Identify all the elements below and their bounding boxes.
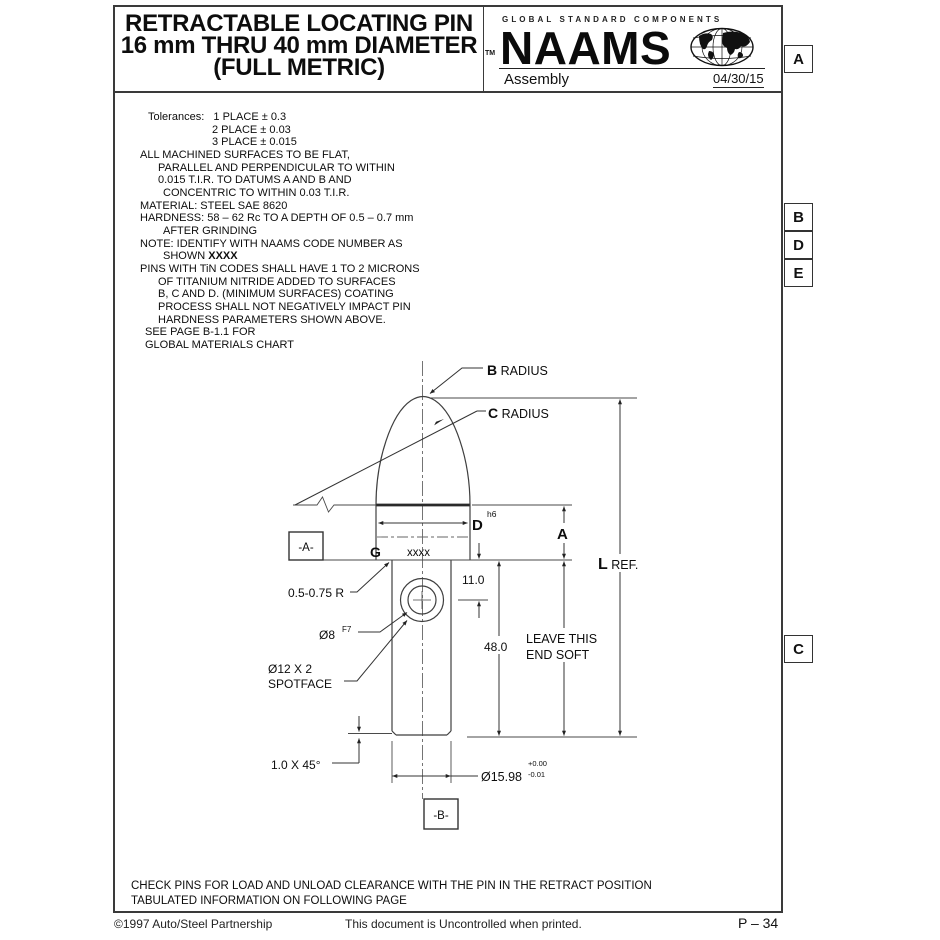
note-line: 3 PLACE ± 0.015 xyxy=(212,136,297,149)
note-line: CONCENTRIC TO WITHIN 0.03 T.I.R. xyxy=(163,186,350,199)
pin-nose-profile xyxy=(376,397,470,506)
zone-tab-d: D xyxy=(784,231,813,259)
trademark-symbol: TM xyxy=(485,50,496,57)
note-line: OF TITANIUM NITRIDE ADDED TO SURFACES xyxy=(158,275,396,288)
soft-note-line-2: END SOFT xyxy=(526,648,590,662)
note-line: HARDNESS: 58 – 62 Rc TO A DEPTH OF 0.5 – 0.7 mm xyxy=(140,212,414,225)
dimension-lines xyxy=(359,400,620,777)
uncontrolled-note: This document is Uncontrolled when printed. xyxy=(345,917,582,931)
note-line: ALL MACHINED SURFACES TO BE FLAT, xyxy=(140,148,350,161)
c-radius-leader xyxy=(295,411,477,505)
note-line: GLOBAL MATERIALS CHART xyxy=(145,338,294,351)
d-dia-label: D xyxy=(472,517,483,534)
check-note-line-2: TABULATED INFORMATION ON FOLLOWING PAGE xyxy=(131,895,407,907)
l-ref-label: L REF. xyxy=(598,556,639,573)
note-line: PINS WITH TiN CODES SHALL HAVE 1 TO 2 MICRONS xyxy=(140,262,420,275)
note-line: AFTER GRINDING xyxy=(163,224,258,237)
title-line-3: (FULL METRIC) xyxy=(213,54,385,81)
note-line: PROCESS SHALL NOT NEGATIVELY IMPACT PIN xyxy=(158,300,411,313)
zone-tab-b: B xyxy=(784,203,813,231)
note-line: SEE PAGE B-1.1 FOR xyxy=(145,326,256,339)
brand-tagline: GLOBAL STANDARD COMPONENTS xyxy=(502,15,723,24)
spotface-label-line-1: Ø12 X 2 xyxy=(268,662,313,676)
note-line: 0.015 T.I.R. TO DATUMS A AND B AND xyxy=(158,174,352,187)
b-radius-label: B RADIUS xyxy=(487,362,548,378)
note-line: SHOWN XXXX xyxy=(163,250,238,263)
datum-b-label: -B- xyxy=(433,810,449,822)
leader-lines xyxy=(295,368,486,763)
title-line-2: 16 mm THRU 40 mm DIAMETER xyxy=(120,32,478,59)
datum-a-label: -A- xyxy=(298,542,314,554)
g-label: G xyxy=(370,544,381,560)
note-line: PARALLEL AND PERPENDICULAR TO WITHIN xyxy=(158,161,395,174)
revision-date: 04/30/15 xyxy=(713,71,764,86)
hole-fit-label: F7 xyxy=(342,625,352,634)
fillet-leader xyxy=(350,563,389,593)
copyright: ©1997 Auto/Steel Partnership xyxy=(114,917,273,931)
note-line: 2 PLACE ± 0.03 xyxy=(212,123,291,136)
d-tolerance-label: h6 xyxy=(487,509,497,519)
zone-tab-c: C xyxy=(784,635,813,663)
shank-tol-plus: +0.00 xyxy=(528,759,547,768)
code-placeholder: xxxx xyxy=(407,547,430,559)
spotface-leader xyxy=(344,621,407,682)
title-line-1: RETRACTABLE LOCATING PIN xyxy=(125,10,473,37)
c-radius-label: C RADIUS xyxy=(488,405,549,421)
note-line: HARDNESS PARAMETERS SHOWN ABOVE. xyxy=(158,313,386,326)
note-line: B, C AND D. (MINIMUM SURFACES) COATING xyxy=(158,288,394,301)
hole-dia-label: Ø8 xyxy=(319,628,336,642)
c-radius-arrow xyxy=(434,419,444,425)
brand-logo-text: NAAMS xyxy=(500,22,672,74)
dim-11-label: 11.0 xyxy=(462,573,485,587)
page-number: P – 34 xyxy=(738,915,779,931)
b-radius-leader xyxy=(430,368,483,394)
note-line: NOTE: IDENTIFY WITH NAAMS CODE NUMBER AS xyxy=(140,237,403,250)
hole-center-mark xyxy=(413,591,431,609)
shank-tol-minus: -0.01 xyxy=(528,770,546,779)
soft-note-line-1: LEAVE THIS xyxy=(526,632,598,646)
fillet-label: 0.5-0.75 R xyxy=(288,586,345,600)
chamfer-label: 1.0 X 45° xyxy=(271,758,321,772)
spotface-label-line-2: SPOTFACE xyxy=(268,677,333,691)
zone-tab-a: A xyxy=(784,45,813,73)
zone-tab-e: E xyxy=(784,259,813,287)
check-note-line-1: CHECK PINS FOR LOAD AND UNLOAD CLEARANCE WITH THE PIN IN THE RETRACT POSITION xyxy=(131,880,652,892)
subtitle: Assembly xyxy=(504,71,570,88)
dim-48-label: 48.0 xyxy=(484,640,508,654)
note-line: Tolerances: 1 PLACE ± 0.3 xyxy=(148,111,287,123)
pin-outline xyxy=(376,397,470,736)
a-dim-label: A xyxy=(557,526,568,543)
note-line: MATERIAL: STEEL SAE 8620 xyxy=(140,199,288,212)
shank-dia-label: Ø15.98 xyxy=(481,770,523,784)
